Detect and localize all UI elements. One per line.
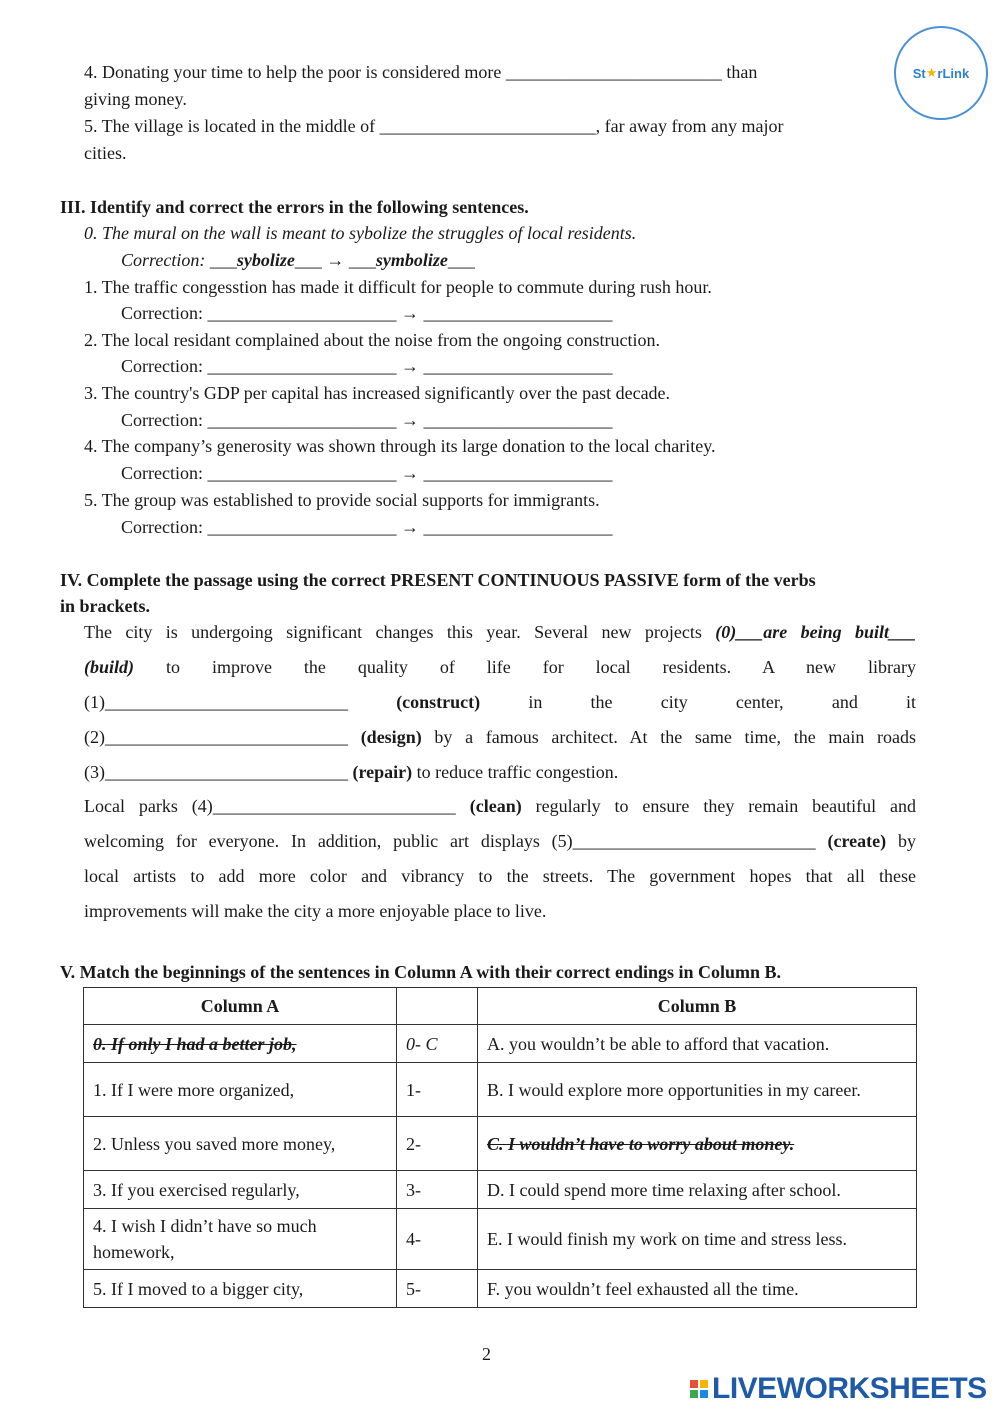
logo-star-icon: ★	[925, 65, 938, 80]
p6-verb: (clean)	[469, 796, 522, 816]
p2-verb: (build)	[84, 657, 135, 677]
sec3-item-4: 4. The company’s generosity was shown through its large donation to the local charitey.	[84, 436, 716, 456]
starlink-logo	[894, 26, 988, 120]
row5-answer[interactable]: 5-	[397, 1270, 478, 1308]
logo-text-a: St	[912, 65, 926, 81]
logo-text-b: rLink	[937, 65, 970, 81]
matching-table	[83, 987, 917, 1308]
sec3-example: 0. The mural on the wall is meant to sybolize the struggles of local residents.	[84, 223, 637, 243]
p3-verb: (construct)	[396, 692, 481, 712]
p1-example: (0)___are being built___	[715, 622, 917, 642]
row0-answer: 0- C	[397, 1025, 478, 1063]
sec3-correction-3[interactable]: Correction: _____________________ → _____________________	[121, 410, 613, 430]
page-number: 2	[482, 1344, 491, 1364]
table-header-row	[84, 988, 917, 1025]
p3-text: in the city center, and it	[528, 692, 917, 712]
sec2-q5-line2: cities.	[84, 143, 127, 163]
column-a-header: Column A	[84, 988, 397, 1025]
sec3-item-1: 1. The traffic congesstion has made it difficult for people to commute during rush hour.	[84, 277, 712, 297]
answer-column-header	[397, 988, 478, 1025]
table-row	[84, 1025, 917, 1063]
passage-line-6	[84, 789, 916, 824]
liveworksheets-wordmark: LIVEWORKSHEETS	[712, 1372, 987, 1405]
sec3-item-2: 2. The local residant complained about the noise from the ongoing construction.	[84, 330, 661, 350]
table-row	[84, 1117, 917, 1171]
blank-3[interactable]: (3)___________________________	[84, 762, 348, 782]
row4-col-b: E. I would finish my work on time and stress less.	[478, 1209, 917, 1270]
row2-col-b: C. I wouldn’t have to worry about money.	[478, 1117, 917, 1171]
sec3-item-5: 5. The group was established to provide social supports for immigrants.	[84, 490, 600, 510]
blank-2[interactable]: (2)___________________________	[84, 727, 348, 747]
row4-col-a: 4. I wish I didn’t have so much homework,	[84, 1209, 397, 1270]
passage-line-4	[84, 720, 916, 755]
table-row	[84, 1270, 917, 1308]
sec2-q4-line2: giving money.	[84, 89, 187, 109]
blank-5[interactable]: welcoming for everyone. In addition, public art displays (5)___________________________	[84, 831, 816, 851]
blank-4[interactable]: Local parks (4)___________________________	[84, 796, 456, 816]
column-b-header: Column B	[478, 988, 917, 1025]
example-correction-label: Correction: ___	[121, 250, 237, 270]
p2-text: to improve the quality of life for local residents. A new library	[165, 657, 916, 677]
row2-answer[interactable]: 2-	[397, 1117, 478, 1171]
p6-tail: regularly to ensure they remain beautiful and	[535, 796, 917, 816]
sec3-correction-4[interactable]: Correction: _____________________ → _____________________	[121, 463, 613, 483]
p7-tail: by	[898, 831, 917, 851]
sec2-q5-line1: 5. The village is located in the middle of ________________________, far away from any major	[84, 116, 784, 136]
row5-col-b: F. you wouldn’t feel exhausted all the time.	[478, 1270, 917, 1308]
example-arrow: ___ → ___	[294, 250, 376, 270]
row5-col-a: 5. If I moved to a bigger city,	[84, 1270, 397, 1308]
p7-verb: (create)	[827, 831, 887, 851]
row4-answer[interactable]: 4-	[397, 1209, 478, 1270]
blank-1[interactable]: (1)___________________________	[84, 692, 348, 712]
row3-col-a: 3. If you exercised regularly,	[84, 1171, 397, 1209]
table-row	[84, 1209, 917, 1270]
passage-line-9: improvements will make the city a more enjoyable place to live.	[84, 901, 547, 921]
sec3-correction-1[interactable]: Correction: _____________________ → _____________________	[121, 303, 613, 323]
sec3-correction-5[interactable]: Correction: _____________________ → _____________________	[121, 517, 613, 537]
example-right-word: symbolize	[375, 250, 448, 270]
p5-text: to reduce traffic congestion.	[416, 762, 619, 782]
sec5-heading: V. Match the beginnings of the sentences in Column A with their correct endings in Column B.	[60, 962, 782, 982]
row0-col-b: A. you wouldn’t be able to afford that vacation.	[478, 1025, 917, 1063]
p5-verb: (repair)	[352, 762, 413, 782]
liveworksheets-logo-icon	[690, 1380, 708, 1398]
p1-text: The city is undergoing significant changes this year. Several new projects	[84, 622, 702, 642]
table-row	[84, 1063, 917, 1117]
sec3-item-3: 3. The country's GDP per capital has increased significantly over the past decade.	[84, 383, 671, 403]
row3-col-b: D. I could spend more time relaxing after school.	[478, 1171, 917, 1209]
passage-line-5	[84, 755, 916, 790]
liveworksheets-brand	[690, 1372, 987, 1406]
row1-answer[interactable]: 1-	[397, 1063, 478, 1117]
passage-line-1	[84, 615, 916, 650]
example-wrong-word: sybolize	[236, 250, 295, 270]
table-row	[84, 1171, 917, 1209]
row2-col-a: 2. Unless you saved more money,	[84, 1117, 397, 1171]
passage-line-8: local artists to add more color and vibrancy to the streets. The government hopes that all these	[84, 866, 916, 886]
row3-answer[interactable]: 3-	[397, 1171, 478, 1209]
sec4-heading-line1: IV. Complete the passage using the correct PRESENT CONTINUOUS PASSIVE form of the verbs	[60, 570, 816, 590]
sec3-heading: III. Identify and correct the errors in the following sentences.	[60, 197, 529, 217]
p4-verb: (design)	[360, 727, 422, 747]
passage-line-7	[84, 824, 916, 859]
row0-col-a: 0. If only I had a better job,	[84, 1025, 397, 1063]
sec3-correction-2[interactable]: Correction: _____________________ → _____________________	[121, 356, 613, 376]
row1-col-b: B. I would explore more opportunities in my career.	[478, 1063, 917, 1117]
sec3-example-correction	[121, 250, 475, 271]
p4-text: by a famous architect. At the same time, the main roads	[434, 727, 917, 747]
example-tail: ___	[447, 250, 475, 270]
passage-line-2	[84, 650, 916, 685]
passage-line-3	[84, 685, 916, 720]
row1-col-a: 1. If I were more organized,	[84, 1063, 397, 1117]
sec2-q4-line1: 4. Donating your time to help the poor is considered more ________________________ than	[84, 62, 758, 82]
sec4-heading-line2: in brackets.	[60, 596, 150, 616]
